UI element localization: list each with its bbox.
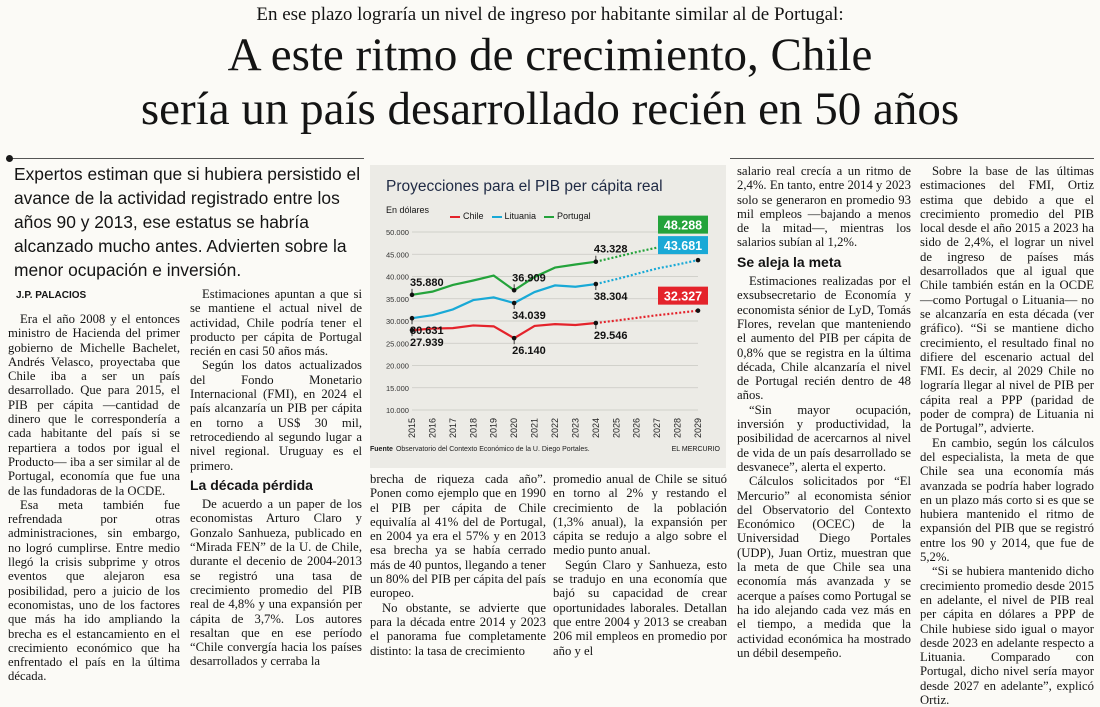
data-label: 30.631	[410, 325, 444, 338]
paragraph: No obstante, se advierte que para la década entre 2014 y 2023 el panorama fue completamente distinto: la tasa de crecimiento	[370, 600, 546, 658]
column-1	[8, 312, 180, 684]
paragraph: Estimaciones realizadas por el exsubsecretario de Economía y economista sénior de LyD, Tomás Flores, revelan que manteniendo el aumento del PIB per cápita de 0,8% que se registra en la última década, Chile alcanzaría el nivel de Portugal recién dentro de 48 años.	[737, 274, 911, 403]
paragraph: Era el año 2008 y el entonces ministro de Hacienda del primer gobierno de Michelle Bachelet, Andrés Velasco, proyectaba que Chile iba a ser un país desarrollado. Que para 2015, el PIB per cápita —cantidad de dinero que le correspondería a cada habitante del país si se repartiera a todos por igual el Producto— iba a ser similar al de Portugal, economía que fue una de las fundadoras de la OCDE.	[8, 312, 180, 498]
byline: J.P. PALACIOS	[16, 290, 87, 301]
chart-plot	[370, 165, 726, 445]
paragraph: Estimaciones apuntan a que si se mantiene el actual nivel de actividad, Chile podría tener el producto per cápita de Portugal recién en casi 50 años más.	[190, 287, 362, 359]
paragraph: De acuerdo a un paper de los economistas Arturo Claro y Gonzalo Sanhueza, publicado en “Mirada FEN” de la U. de Chile, durante el decenio de 2004-2013 se registró una tasa de crecimiento promedio del PIB real de 4,8% y una expansión per cápita de 3,7%. Los autores resaltan que en ese período “Chile convergía hacia los países desarrollados y cerraba la	[190, 497, 362, 669]
section-heading: La década pérdida	[190, 476, 313, 493]
x-tick-label: 2015	[407, 417, 417, 438]
data-label: 32.327	[663, 289, 703, 304]
y-tick-label: 15.000	[386, 383, 409, 393]
paragraph: “Sin mayor ocupación, inversión y productividad, la posibilidad de acercarnos al nivel de vida de un país desarrollado se desvanece”, alerta el experto.	[737, 402, 911, 474]
legend-item-chile: Chile	[450, 211, 484, 221]
paragraph: Sobre la base de las últimas estimaciones del FMI, Ortiz estima que debido a que el crecimiento promedio del PIB local desde el año 2015 a 2023 ha sido de 2,4%, el lograr un nivel de ingreso de países más desarrollados que al igual que Chile también están en la OCDE —como Portugal o Lituania— no se alcanzaría en esta década (ver gráfico). “Si se mantiene dicho crecimiento, el resultado final no difiere del escenario actual del FMI. Es decir, al 2029 Chile no lograría llegar al nivel de PIB per cápita real a PPP (paridad de poder de compra) de Lituania ni de Portugal”, advierte.	[920, 164, 1094, 436]
y-tick-label: 10.000	[386, 406, 409, 415]
paragraph: brecha de riqueza cada año”. Ponen como ejemplo que en 1990 el PIB per cápita de Chile equivalía al 41% del de Portugal, en 2004 ya era el 57% y en 2013 esa brecha ya se había cerrado más de 40 puntos, llegando a tener un 80% del PIB per cápita del país europeo.	[370, 472, 546, 601]
y-tick-label: 30.000	[386, 317, 409, 326]
data-point	[696, 308, 701, 313]
paragraph: Esa meta también fue refrendada por otras administraciones, sin embargo, no logró cumplirse. Entre medio llegó la crisis subprime y otros eventos que alejaron esa posibilidad, pero a juicio de los economistas, uno de los factores que más ha ido ampliando la brecha es el estancamiento en el crecimiento económico que ha enfrentado el país en la última década.	[8, 497, 180, 684]
x-tick-label: 2024	[590, 417, 601, 438]
y-tick-label: 40.000	[386, 272, 409, 282]
section-heading: Se aleja la meta	[737, 253, 842, 270]
data-label: 48.288	[663, 218, 703, 233]
divider	[730, 158, 1094, 159]
x-tick-label: 2016	[427, 417, 438, 438]
data-label: 34.039	[512, 310, 546, 323]
divider	[6, 158, 364, 159]
legend-item-portugal: Portugal	[544, 211, 591, 221]
x-tick-label: 2022	[550, 417, 560, 438]
x-tick-label: 2029	[693, 417, 703, 438]
paragraph: “Si se hubiera mantenido dicho crecimiento promedio desde 2015 en adelante, el nivel de PIB real per cápita en dólares a PPP de Chile hubiese sido igual o mayor desde 2023 en adelante respecto a Lituania. Comparado con Portugal, dicho nivel sería mayor desde 2027 en adelante”, explicó Ortiz.	[920, 564, 1094, 707]
chart-unit-label: En dólares	[386, 205, 430, 215]
y-tick-label: 50.000	[386, 228, 409, 237]
paragraph: Cálculos solicitados por “El Mercurio” al economista sénior del Observatorio del Contexto Económico (OCEC) de la Universidad Diego Portales (UDP), Juan Ortiz, muestran que la meta de que Chile sea una economía más avanzada y se acerque a países como Portugal se ha ido alejando cada vez más en el tiempo, a medida que la actividad económica ha mostrado un débil desempeño.	[737, 474, 911, 660]
data-label: 36.909	[512, 272, 546, 285]
x-tick-label: 2028	[672, 417, 683, 438]
headline-line-1: A este ritmo de crecimiento, Chile	[227, 29, 873, 81]
series-projection-lituania	[596, 260, 698, 284]
x-tick-label: 2020	[509, 417, 520, 438]
data-label: 27.939	[410, 337, 444, 350]
column-5	[737, 164, 911, 660]
column-4	[553, 472, 727, 658]
data-point	[696, 258, 701, 263]
y-tick-label: 20.000	[386, 361, 409, 371]
x-tick-label: 2019	[488, 417, 499, 438]
column-6	[920, 164, 1094, 707]
data-label: 43.328	[593, 243, 628, 256]
y-tick-label: 45.000	[386, 250, 409, 260]
headline	[0, 28, 1100, 136]
data-label: 26.140	[512, 345, 546, 358]
data-label: 29.546	[593, 330, 628, 343]
headline-line-2: sería un país desarrollado recién en 50 años	[140, 83, 960, 135]
paragraph: En cambio, según los cálculos del especialista, la meta de que Chile sea una economía más avanzada se podría haber logrado en un plazo más corto si es que se hubiera mantenido el ritmo de expansión del PIB que se registró entre los 90 y 2014, que fue de 5,2%.	[920, 435, 1094, 565]
x-tick-label: 2026	[631, 417, 642, 438]
paragraph: promedio anual de Chile se situó en torno al 2% y restando el crecimiento de la población (1,3% anual), la expansión per cápita se redujo a algo sobre el medio punto anual.	[553, 472, 727, 558]
column-3	[370, 472, 546, 658]
x-tick-label: 2027	[652, 417, 663, 438]
x-tick-label: 2017	[447, 417, 458, 438]
paragraph: Según los datos actualizados del Fondo Monetario Internacional (FMI), en 2024 el país alcanzaría un PIB per cápita en torno a US$ 30 mil, retrocediendo al segundo lugar a nivel regional. Uruguay es el primero.	[190, 358, 362, 473]
data-label: 38.304	[593, 291, 628, 304]
chart-source: Fuente Observatorio del Contexto Económico de la U. Diego Portales.	[370, 446, 590, 453]
x-tick-label: 2018	[468, 417, 479, 438]
paragraph: salario real crecía a un ritmo de 2,4%. En tanto, entre 2014 y 2023 solo se generaron en promedio 93 mil empleos —bajando a menos de la mitad—, mientras los salarios subían al 1,2%.	[737, 164, 911, 250]
lead-paragraph: Expertos estiman que si hubiera persistido el avance de la actividad registrado entre los años 90 y 2013, ese estatus se habría alcanzado mucho antes. Advierten sobre la menor ocupación e inversión.	[14, 164, 361, 280]
y-tick-label: 35.000	[386, 294, 409, 304]
legend-item-lituania: Lituania	[492, 211, 537, 221]
paragraph: Según Claro y Sanhueza, esto se tradujo en una economía que bajó su capacidad de crear oportunidades laborales. Detallan que entre 2004 y 2013 se creaban 206 mil empleos en promedio por año y el	[553, 557, 727, 658]
data-label: 35.880	[410, 276, 444, 289]
y-tick-label: 25.000	[386, 339, 409, 349]
gdp-chart	[370, 165, 726, 468]
kicker: En ese plazo lograría un nivel de ingreso por habitante similar al de Portugal:	[256, 4, 844, 25]
chart-title: Proyecciones para el PIB per cápita real	[386, 178, 663, 195]
x-tick-label: 2025	[611, 417, 622, 438]
bullet-icon	[6, 155, 13, 162]
x-tick-label: 2023	[570, 417, 581, 438]
column-2	[190, 287, 362, 669]
data-label: 43.681	[663, 239, 703, 254]
chart-credit: EL MERCURIO	[671, 446, 720, 453]
x-tick-label: 2021	[529, 417, 540, 438]
